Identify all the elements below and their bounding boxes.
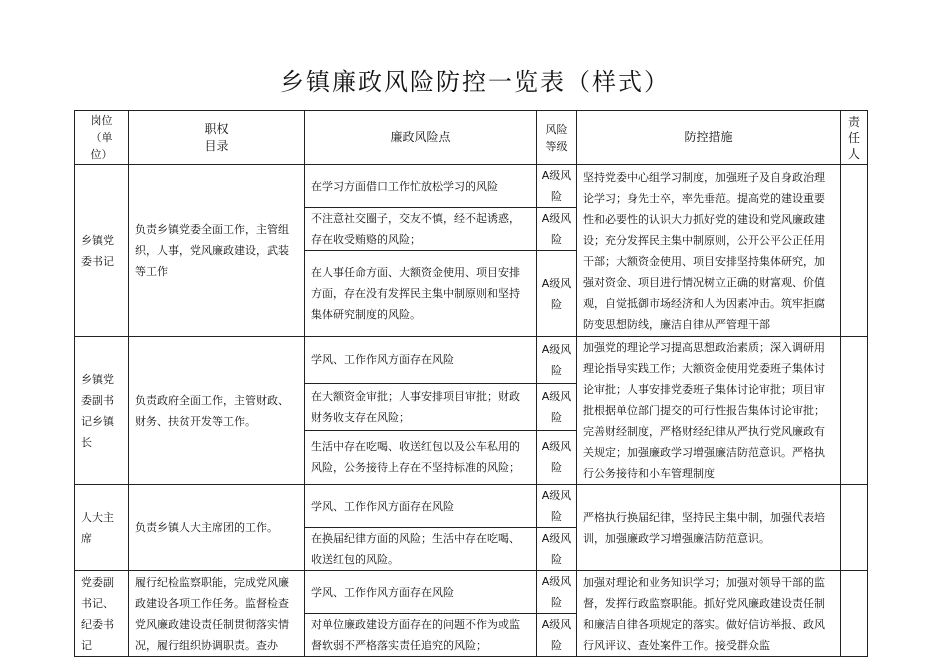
- table-row: [75, 571, 868, 614]
- post-cell: 党委副书记、纪委书记: [75, 571, 129, 657]
- measures-cell: 严格执行换届纪律，坚持民主集中制，加强代表培训，加强廉政学习增强廉洁防范意识。: [577, 485, 841, 571]
- header-authority: 职权 目录: [129, 111, 305, 165]
- authority-cell: 履行纪检监察职能，完成党风廉政建设各项工作任务。监督检查党风廉政建设责任制贯彻落实情况，履行组织协调职责。查办: [129, 571, 305, 657]
- measures-cell: 加强对理论和业务知识学习；加强对领导干部的监督，发挥行政监察职能。抓好党风廉政建设责任制和廉洁自律各项规定的落实。做好信访举报、政风行风评议、查处案件工作。接受群众监: [577, 571, 841, 657]
- risk-point-cell: 在人事任命方面、大额资金使用、项目安排方面，存在没有发挥民主集中制原则和坚持集体研究制度的风险。: [305, 251, 537, 337]
- page-title: 乡镇廉政风险防控一览表（样式）: [280, 68, 670, 96]
- post-cell: 乡镇党委书记: [75, 165, 129, 337]
- risk-level-cell: A级风险: [537, 528, 577, 571]
- risk-point-cell: 在学习方面借口工作忙放松学习的风险: [305, 165, 537, 208]
- risk-level-cell: A级风险: [537, 614, 577, 657]
- authority-cell: 负责乡镇人大主席团的工作。: [129, 485, 305, 571]
- risk-control-table: [74, 110, 868, 657]
- post-cell: 人大主席: [75, 485, 129, 571]
- header-risk-level: 风险 等级: [537, 111, 577, 165]
- header-responsible: 责 任 人: [841, 111, 868, 165]
- header-risk-point: 廉政风险点: [305, 111, 537, 165]
- header-measures: 防控措施: [577, 111, 841, 165]
- table-row: [75, 337, 868, 384]
- measures-cell: 坚持党委中心组学习制度，加强班子及自身政治理论学习；身先士卒，率先垂范。提高党的建设重要性和必要性的认识大力抓好党的建设和党风廉政建设；充分发挥民主集中制原则，公开公平公正任用干部；大额资金使用、项目安排坚持集体研究，加强对资金、项目进行情况树立正确的财富观、价值观，自觉抵御市场经济和人为因素冲击。筑牢拒腐防变思想防线，廉洁自律从严管理干部: [577, 165, 841, 337]
- responsible-cell: [841, 337, 868, 485]
- responsible-cell: [841, 485, 868, 571]
- measures-cell: 加强党的理论学习提高思想政治素质；深入调研用理论指导实践工作；大额资金使用党委班子集体讨论审批；人事安排党委班子集体讨论审批；项目审批根据单位部门提交的可行性报告集体讨论审批；完善财经制度，严格财经纪律从严执行党风廉政有关规定；加强廉政学习增强廉洁防范意识。严格执行公务接待和小车管理制度: [577, 337, 841, 485]
- risk-level-cell: A级风险: [537, 337, 577, 384]
- risk-level-cell: A级风险: [537, 165, 577, 208]
- risk-point-cell: 在大额资金审批；人事安排项目审批；财政财务收支存在风险；: [305, 383, 537, 430]
- risk-level-cell: A级风险: [537, 485, 577, 528]
- risk-level-cell: A级风险: [537, 208, 577, 251]
- risk-point-cell: 学风、工作作风方面存在风险: [305, 337, 537, 384]
- responsible-cell: [841, 571, 868, 657]
- authority-cell: 负责乡镇党委全面工作，主管组织，人事，党风廉政建设，武装等工作: [129, 165, 305, 337]
- table-row: [75, 165, 868, 208]
- risk-level-cell: A级风险: [537, 430, 577, 484]
- risk-level-cell: A级风险: [537, 383, 577, 430]
- risk-point-cell: 在换届纪律方面的风险；生活中存在吃喝、收送红包的风险。: [305, 528, 537, 571]
- header-post: 岗位 （单 位）: [75, 111, 129, 165]
- header-row: [75, 111, 868, 165]
- table-row: [75, 485, 868, 528]
- risk-point-cell: 学风、工作作风方面存在风险: [305, 485, 537, 528]
- risk-point-cell: 不注意社交圈子，交友不慎，经不起诱惑，存在收受贿赂的风险；: [305, 208, 537, 251]
- responsible-cell: [841, 165, 868, 337]
- risk-level-cell: A级风险: [537, 251, 577, 337]
- post-cell: 乡镇党委副书记乡镇长: [75, 337, 129, 485]
- risk-point-cell: 对单位廉政建设方面存在的问题不作为或监督软弱不严格落实责任追究的风险；: [305, 614, 537, 657]
- risk-point-cell: 生活中存在吃喝、收送红包以及公车私用的风险，公务接待上存在不坚持标准的风险；: [305, 430, 537, 484]
- authority-cell: 负责政府全面工作，主管财政、财务、扶贫开发等工作。: [129, 337, 305, 485]
- risk-point-cell: 学风、工作作风方面存在风险: [305, 571, 537, 614]
- risk-level-cell: A级风险: [537, 571, 577, 614]
